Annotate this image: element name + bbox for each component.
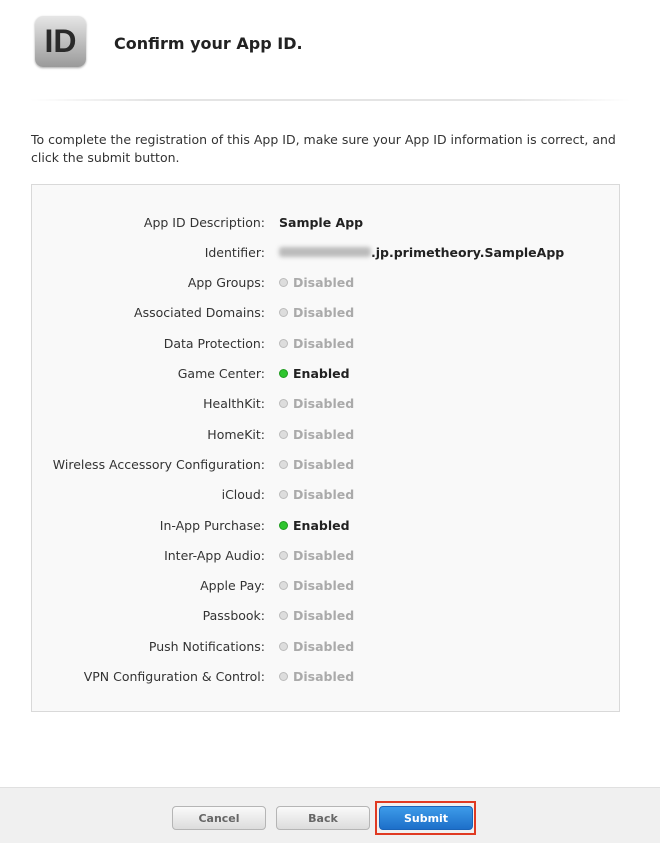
detail-value: Disabled <box>293 426 355 442</box>
submit-highlight <box>375 801 476 835</box>
disabled-status-icon <box>279 490 288 499</box>
detail-label: Inter-App Audio: <box>164 547 265 563</box>
enabled-status-icon <box>279 369 288 378</box>
disabled-status-icon <box>279 672 288 681</box>
detail-value-wrap <box>279 245 564 260</box>
detail-label: Apple Pay: <box>200 578 265 594</box>
disabled-status-icon <box>279 642 288 651</box>
detail-value-wrap <box>279 578 354 593</box>
detail-value-wrap <box>279 548 354 563</box>
detail-value-wrap <box>279 608 354 623</box>
detail-label: App Groups: <box>187 275 265 291</box>
detail-value-wrap <box>279 639 354 654</box>
divider <box>30 99 630 101</box>
detail-label: Passbook: <box>202 608 265 624</box>
detail-row <box>32 485 619 505</box>
detail-label: App ID Description: <box>143 214 265 230</box>
disabled-status-icon <box>279 339 288 348</box>
detail-row <box>32 242 619 262</box>
detail-value-wrap <box>279 275 354 290</box>
detail-label: Wireless Accessory Configuration: <box>52 456 265 472</box>
details-panel <box>31 184 620 712</box>
detail-label: In-App Purchase: <box>159 517 265 533</box>
app-id-icon: ID <box>35 16 86 67</box>
disabled-status-icon <box>279 430 288 439</box>
detail-label: HealthKit: <box>203 396 265 412</box>
disabled-status-icon <box>279 399 288 408</box>
detail-label: Associated Domains: <box>134 305 265 321</box>
detail-row <box>32 273 619 293</box>
detail-value: Disabled <box>293 608 355 624</box>
disabled-status-icon <box>279 581 288 590</box>
detail-row <box>32 303 619 323</box>
detail-value-wrap <box>279 669 354 684</box>
detail-row <box>32 515 619 535</box>
detail-row <box>32 394 619 414</box>
detail-row <box>32 333 619 353</box>
detail-value-wrap <box>279 427 354 442</box>
detail-value-wrap <box>279 215 363 230</box>
detail-label: Push Notifications: <box>148 638 265 654</box>
detail-label: HomeKit: <box>207 426 265 442</box>
detail-value: Disabled <box>293 487 355 503</box>
disabled-status-icon <box>279 611 288 620</box>
detail-label: Game Center: <box>177 366 265 381</box>
detail-value-wrap <box>279 305 354 320</box>
page-title: Confirm your App ID. <box>114 34 303 53</box>
detail-label: VPN Configuration & Control: <box>83 669 265 684</box>
detail-row <box>32 454 619 474</box>
disabled-status-icon <box>279 278 288 287</box>
disabled-status-icon <box>279 460 288 469</box>
detail-value: Sample App <box>279 214 364 230</box>
detail-value: Disabled <box>293 547 355 563</box>
detail-value: Disabled <box>293 638 355 654</box>
detail-value: Disabled <box>293 456 355 472</box>
detail-label: iCloud: <box>221 487 265 503</box>
detail-value-wrap <box>279 336 354 351</box>
detail-value-wrap <box>279 366 350 381</box>
detail-value-wrap <box>279 518 350 533</box>
cancel-button[interactable]: Cancel <box>172 806 266 830</box>
detail-value: Disabled <box>293 275 355 291</box>
detail-row <box>32 212 619 232</box>
detail-value: Disabled <box>293 396 355 412</box>
detail-value: Disabled <box>293 578 355 594</box>
detail-value: Disabled <box>293 305 355 321</box>
detail-value: Enabled <box>293 517 350 533</box>
redacted-team-id <box>279 247 371 257</box>
detail-row <box>32 576 619 596</box>
detail-value-wrap <box>279 487 354 502</box>
detail-row <box>32 636 619 656</box>
detail-label: Identifier: <box>204 244 265 260</box>
detail-row <box>32 364 619 384</box>
detail-value-wrap <box>279 457 354 472</box>
detail-value: Disabled <box>293 669 355 684</box>
submit-button[interactable]: Submit <box>379 806 473 830</box>
intro-text: To complete the registration of this App ID, make sure your App ID information is correct, and click the submit button. <box>31 132 616 165</box>
detail-row <box>32 667 619 687</box>
detail-label: Data Protection: <box>163 335 265 351</box>
detail-value: Disabled <box>293 335 355 351</box>
enabled-status-icon <box>279 521 288 530</box>
back-button[interactable]: Back <box>276 806 370 830</box>
detail-row <box>32 545 619 565</box>
disabled-status-icon <box>279 551 288 560</box>
detail-row <box>32 606 619 626</box>
detail-value-wrap <box>279 396 354 411</box>
detail-row <box>32 424 619 444</box>
detail-value: Enabled <box>293 366 350 381</box>
disabled-status-icon <box>279 308 288 317</box>
detail-value: .jp.primetheory.SampleApp <box>371 244 565 260</box>
